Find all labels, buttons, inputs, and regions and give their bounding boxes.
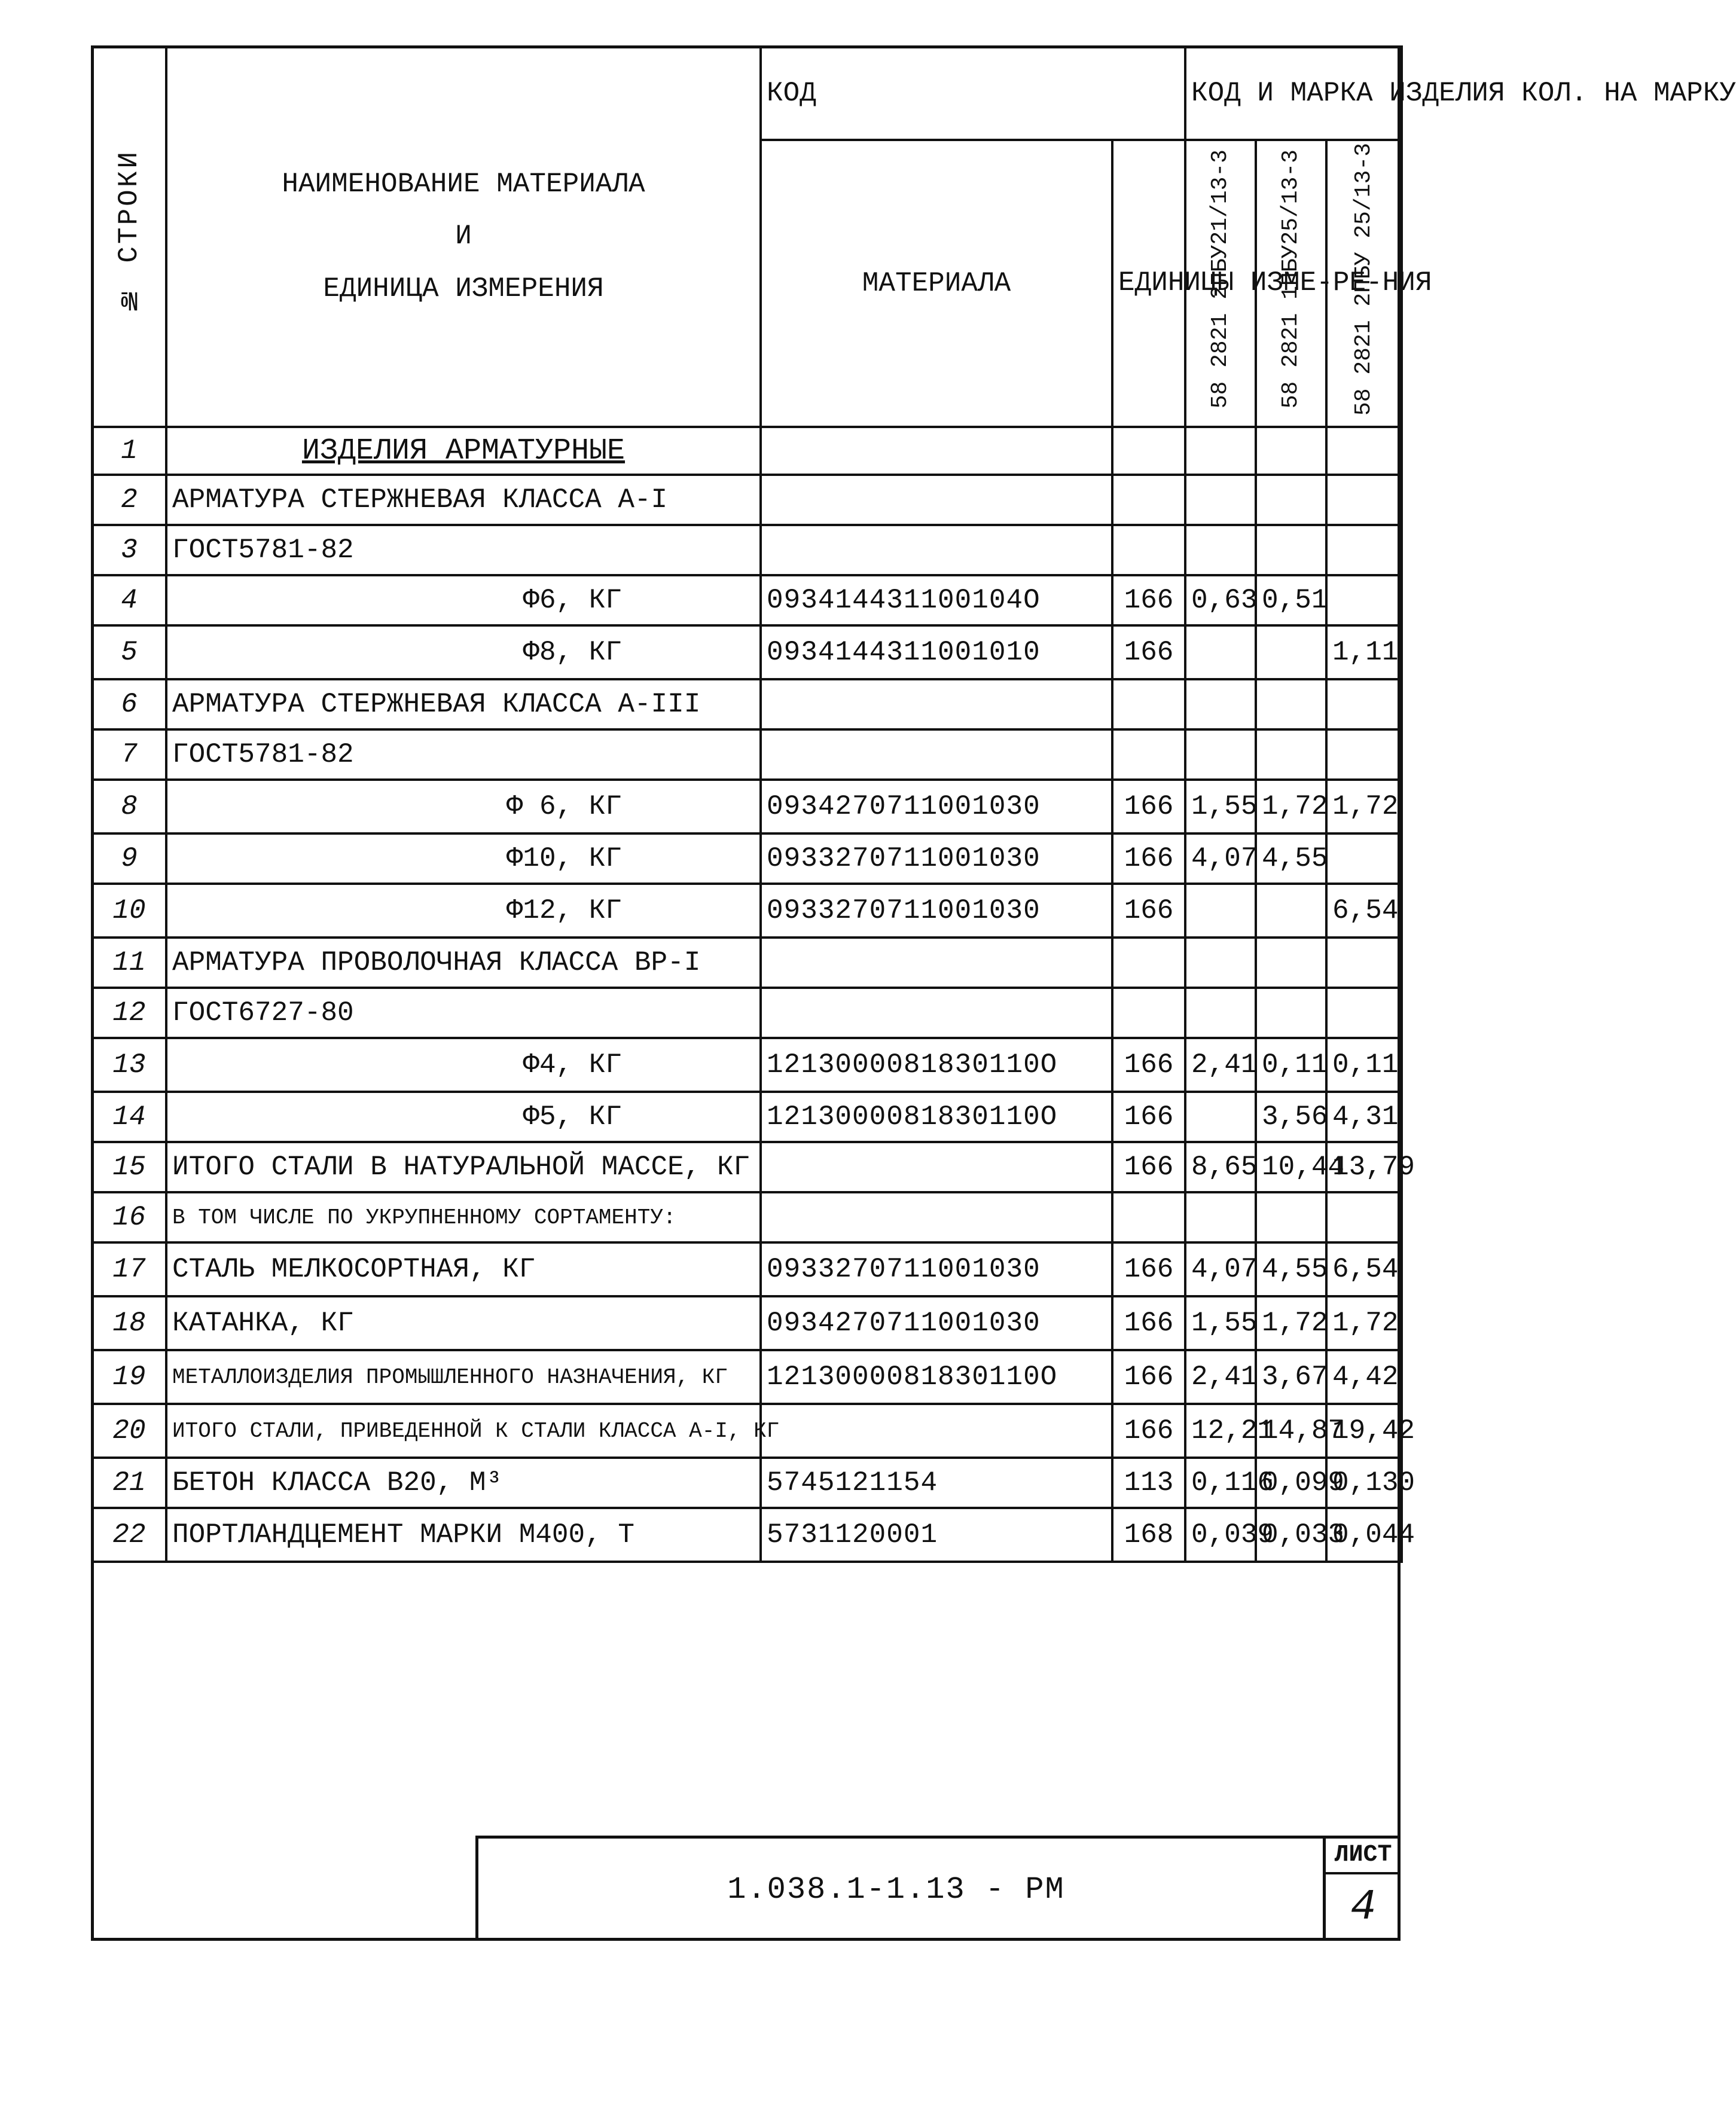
qty-col2 bbox=[1256, 427, 1326, 475]
material-name: ГОСТ5781-82 bbox=[166, 729, 761, 780]
qty-col1 bbox=[1185, 938, 1256, 988]
table-row bbox=[92, 1242, 1402, 1296]
qty-col2 bbox=[1256, 525, 1326, 575]
qty-col2: 14,87 bbox=[1256, 1404, 1326, 1458]
qty-col1: 0,039 bbox=[1185, 1508, 1256, 1562]
qty-col3: 4,31 bbox=[1326, 1092, 1402, 1142]
qty-col1 bbox=[1185, 988, 1256, 1038]
qty-col2: 1,72 bbox=[1256, 780, 1326, 833]
qty-col2: 3,67 bbox=[1256, 1350, 1326, 1404]
product-col3-header: 58 2821 2ПБУ 25/13-3 bbox=[1326, 140, 1402, 427]
material-code: 093414431100104О bbox=[761, 575, 1112, 625]
code-header: КОД bbox=[761, 47, 1185, 140]
row-number: 12 bbox=[92, 988, 166, 1038]
material-name: В ТОМ ЧИСЛЕ ПО УКРУПНЕННОМУ СОРТАМЕНТУ: bbox=[166, 1192, 761, 1242]
row-number: 16 bbox=[92, 1192, 166, 1242]
table-row bbox=[92, 1092, 1402, 1142]
unit-code: 166 bbox=[1112, 1350, 1185, 1404]
material-name: Ф12, КГ bbox=[166, 884, 761, 938]
material-name: СТАЛЬ МЕЛКОСОРТНАЯ, КГ bbox=[166, 1242, 761, 1296]
sheet-box bbox=[1323, 1839, 1401, 1941]
qty-col2: 10,44 bbox=[1256, 1142, 1326, 1192]
unit-code bbox=[1112, 1192, 1185, 1242]
table-row bbox=[92, 1458, 1402, 1508]
row-number: 13 bbox=[92, 1038, 166, 1092]
material-code: 0933270711001030 bbox=[761, 833, 1112, 884]
title-block bbox=[475, 1836, 1401, 1941]
qty-col2 bbox=[1256, 475, 1326, 525]
qty-col1: 8,65 bbox=[1185, 1142, 1256, 1192]
row-number: 14 bbox=[92, 1092, 166, 1142]
table-row bbox=[92, 1142, 1402, 1192]
qty-col1: 0,63 bbox=[1185, 575, 1256, 625]
qty-col3: 1,11 bbox=[1326, 625, 1402, 679]
qty-col2 bbox=[1256, 679, 1326, 729]
product-col1-header: 58 2821 2ПБУ21/13-3 bbox=[1185, 140, 1256, 427]
unit-code: 166 bbox=[1112, 833, 1185, 884]
table-row bbox=[92, 525, 1402, 575]
unit-code bbox=[1112, 525, 1185, 575]
qty-col1 bbox=[1185, 1192, 1256, 1242]
material-code: 0934270711001030 bbox=[761, 1296, 1112, 1350]
material-name: Ф5, КГ bbox=[166, 1092, 761, 1142]
material-code-header: МАТЕРИАЛА bbox=[761, 140, 1112, 427]
table-row bbox=[92, 780, 1402, 833]
material-name: ПОРТЛАНДЦЕМЕНТ МАРКИ М400, Т bbox=[166, 1508, 761, 1562]
material-code: 0933270711001030 bbox=[761, 1242, 1112, 1296]
qty-col2 bbox=[1256, 1192, 1326, 1242]
table-row bbox=[92, 938, 1402, 988]
product-code-header: КОД И МАРКА ИЗДЕЛИЯ КОЛ. НА МАРКУ bbox=[1185, 47, 1402, 140]
table-row bbox=[92, 1192, 1402, 1242]
material-name: БЕТОН КЛАССА В20, М³ bbox=[166, 1458, 761, 1508]
qty-col3 bbox=[1326, 729, 1402, 780]
unit-code: 166 bbox=[1112, 1404, 1185, 1458]
row-number: 4 bbox=[92, 575, 166, 625]
material-code bbox=[761, 988, 1112, 1038]
qty-col2: 0,51 bbox=[1256, 575, 1326, 625]
qty-col3: 19,42 bbox=[1326, 1404, 1402, 1458]
material-name-header-line1: НАИМЕНОВАНИЕ МАТЕРИАЛА bbox=[282, 168, 645, 200]
table-row bbox=[92, 1038, 1402, 1092]
qty-col1: 2,41 bbox=[1185, 1350, 1256, 1404]
qty-col1: 0,116 bbox=[1185, 1458, 1256, 1508]
table-row bbox=[92, 1296, 1402, 1350]
material-name: АРМАТУРА СТЕРЖНЕВАЯ КЛАССА А-I bbox=[166, 475, 761, 525]
row-number: 2 bbox=[92, 475, 166, 525]
qty-col3 bbox=[1326, 679, 1402, 729]
qty-col3 bbox=[1326, 475, 1402, 525]
material-name-header-line2: И bbox=[455, 221, 472, 252]
row-number-header: № СТРОКИ bbox=[92, 47, 166, 427]
unit-code bbox=[1112, 938, 1185, 988]
row-number: 5 bbox=[92, 625, 166, 679]
qty-col2: 1,72 bbox=[1256, 1296, 1326, 1350]
qty-col3: 0,130 bbox=[1326, 1458, 1402, 1508]
material-name: АРМАТУРА ПРОВОЛОЧНАЯ КЛАССА ВР-I bbox=[166, 938, 761, 988]
qty-col2 bbox=[1256, 988, 1326, 1038]
row-number: 22 bbox=[92, 1508, 166, 1562]
qty-col1 bbox=[1185, 729, 1256, 780]
material-name: ГОСТ5781-82 bbox=[166, 525, 761, 575]
unit-code bbox=[1112, 988, 1185, 1038]
unit-code: 166 bbox=[1112, 1142, 1185, 1192]
row-number: 20 bbox=[92, 1404, 166, 1458]
qty-col3 bbox=[1326, 427, 1402, 475]
row-number: 10 bbox=[92, 884, 166, 938]
material-name: Ф8, КГ bbox=[166, 625, 761, 679]
unit-code: 113 bbox=[1112, 1458, 1185, 1508]
table-row bbox=[92, 625, 1402, 679]
material-code: 0933270711001030 bbox=[761, 884, 1112, 938]
qty-col3 bbox=[1326, 1192, 1402, 1242]
table-row bbox=[92, 475, 1402, 525]
qty-col3: 6,54 bbox=[1326, 1242, 1402, 1296]
table-row bbox=[92, 884, 1402, 938]
qty-col1: 12,21 bbox=[1185, 1404, 1256, 1458]
row-number: 1 bbox=[92, 427, 166, 475]
unit-code: 168 bbox=[1112, 1508, 1185, 1562]
row-number: 11 bbox=[92, 938, 166, 988]
qty-col1 bbox=[1185, 679, 1256, 729]
material-code: 1213000081830110О bbox=[761, 1350, 1112, 1404]
row-number: 17 bbox=[92, 1242, 166, 1296]
material-code: 1213000081830110О bbox=[761, 1038, 1112, 1092]
unit-code bbox=[1112, 679, 1185, 729]
unit-code bbox=[1112, 427, 1185, 475]
material-name: Ф4, КГ bbox=[166, 1038, 761, 1092]
qty-col3 bbox=[1326, 833, 1402, 884]
qty-col2: 4,55 bbox=[1256, 1242, 1326, 1296]
unit-code: 166 bbox=[1112, 1296, 1185, 1350]
qty-col3 bbox=[1326, 575, 1402, 625]
material-code: 5745121154 bbox=[761, 1458, 1112, 1508]
unit-code: 166 bbox=[1112, 625, 1185, 679]
material-code: 5731120001 bbox=[761, 1508, 1112, 1562]
material-code: 0934270711001030 bbox=[761, 780, 1112, 833]
material-name: Ф 6, КГ bbox=[166, 780, 761, 833]
material-name-header bbox=[166, 47, 761, 427]
table-row bbox=[92, 1404, 1402, 1458]
qty-col3: 6,54 bbox=[1326, 884, 1402, 938]
row-number: 21 bbox=[92, 1458, 166, 1508]
sheet-number: 4 bbox=[1350, 1883, 1377, 1932]
material-code bbox=[761, 475, 1112, 525]
table-row bbox=[92, 1508, 1402, 1562]
material-name: ИЗДЕЛИЯ АРМАТУРНЫЕ bbox=[166, 427, 761, 475]
material-name: ИТОГО СТАЛИ, ПРИВЕДЕННОЙ К СТАЛИ КЛАССА А-I, КГ bbox=[166, 1404, 761, 1458]
material-name: КАТАНКА, КГ bbox=[166, 1296, 761, 1350]
qty-col3: 13,79 bbox=[1326, 1142, 1402, 1192]
unit-code-header: ЕДИНИЦЫ ИЗМЕ-РЕ-НИЯ bbox=[1112, 140, 1185, 427]
material-name-header-line3: ЕДИНИЦА ИЗМЕРЕНИЯ bbox=[323, 273, 604, 304]
material-code bbox=[761, 679, 1112, 729]
qty-col1: 1,55 bbox=[1185, 780, 1256, 833]
qty-col1: 1,55 bbox=[1185, 1296, 1256, 1350]
qty-col2: 0,11 bbox=[1256, 1038, 1326, 1092]
material-name: АРМАТУРА СТЕРЖНЕВАЯ КЛАССА А-III bbox=[166, 679, 761, 729]
material-name: ГОСТ6727-80 bbox=[166, 988, 761, 1038]
unit-code bbox=[1112, 729, 1185, 780]
row-number: 8 bbox=[92, 780, 166, 833]
qty-col1 bbox=[1185, 1092, 1256, 1142]
product-col2-header: 58 2821 1ПБУ25/13-3 bbox=[1256, 140, 1326, 427]
unit-code bbox=[1112, 475, 1185, 525]
qty-col1 bbox=[1185, 525, 1256, 575]
material-code bbox=[761, 427, 1112, 475]
row-number: 6 bbox=[92, 679, 166, 729]
table-row bbox=[92, 1350, 1402, 1404]
qty-col1 bbox=[1185, 427, 1256, 475]
qty-col1: 2,41 bbox=[1185, 1038, 1256, 1092]
qty-col2: 0,099 bbox=[1256, 1458, 1326, 1508]
material-code: 1213000081830110О bbox=[761, 1092, 1112, 1142]
document-code: 1.038.1-1.13 - РМ bbox=[727, 1872, 1065, 1907]
table-row bbox=[92, 988, 1402, 1038]
qty-col3: 0,11 bbox=[1326, 1038, 1402, 1092]
qty-col1 bbox=[1185, 475, 1256, 525]
qty-col2 bbox=[1256, 938, 1326, 988]
material-code bbox=[761, 729, 1112, 780]
qty-col1 bbox=[1185, 625, 1256, 679]
material-code bbox=[761, 938, 1112, 988]
row-number: 7 bbox=[92, 729, 166, 780]
unit-code: 166 bbox=[1112, 780, 1185, 833]
row-number: 9 bbox=[92, 833, 166, 884]
qty-col1: 4,07 bbox=[1185, 833, 1256, 884]
qty-col2: 0,033 bbox=[1256, 1508, 1326, 1562]
material-name: Ф6, КГ bbox=[166, 575, 761, 625]
qty-col3 bbox=[1326, 988, 1402, 1038]
material-name: Ф10, КГ bbox=[166, 833, 761, 884]
material-code bbox=[761, 1404, 1112, 1458]
sheet-label: ЛИСТ bbox=[1326, 1839, 1401, 1874]
material-code bbox=[761, 1192, 1112, 1242]
table-row bbox=[92, 729, 1402, 780]
qty-col3 bbox=[1326, 525, 1402, 575]
row-number: 18 bbox=[92, 1296, 166, 1350]
unit-code: 166 bbox=[1112, 575, 1185, 625]
material-spec-table bbox=[91, 45, 1736, 1563]
material-name: МЕТАЛЛОИЗДЕЛИЯ ПРОМЫШЛЕННОГО НАЗНАЧЕНИЯ, КГ bbox=[166, 1350, 761, 1404]
qty-col2 bbox=[1256, 729, 1326, 780]
qty-col3: 1,72 bbox=[1326, 780, 1402, 833]
qty-col3: 1,72 bbox=[1326, 1296, 1402, 1350]
material-code bbox=[761, 1142, 1112, 1192]
unit-code: 166 bbox=[1112, 1242, 1185, 1296]
unit-code: 166 bbox=[1112, 1038, 1185, 1092]
table-row bbox=[92, 575, 1402, 625]
unit-code: 166 bbox=[1112, 884, 1185, 938]
table-row bbox=[92, 833, 1402, 884]
row-number: 3 bbox=[92, 525, 166, 575]
unit-code: 166 bbox=[1112, 1092, 1185, 1142]
qty-col1 bbox=[1185, 884, 1256, 938]
qty-col2 bbox=[1256, 884, 1326, 938]
material-code: 0934144311001010 bbox=[761, 625, 1112, 679]
qty-col2: 4,55 bbox=[1256, 833, 1326, 884]
row-number: 15 bbox=[92, 1142, 166, 1192]
row-number: 19 bbox=[92, 1350, 166, 1404]
table-row bbox=[92, 679, 1402, 729]
material-name: ИТОГО СТАЛИ В НАТУРАЛЬНОЙ МАССЕ, КГ bbox=[166, 1142, 761, 1192]
qty-col3: 0,044 bbox=[1326, 1508, 1402, 1562]
material-code bbox=[761, 525, 1112, 575]
qty-col3: 4,42 bbox=[1326, 1350, 1402, 1404]
table-row bbox=[92, 427, 1402, 475]
qty-col1: 4,07 bbox=[1185, 1242, 1256, 1296]
qty-col2 bbox=[1256, 625, 1326, 679]
qty-col2: 3,56 bbox=[1256, 1092, 1326, 1142]
qty-col3 bbox=[1326, 938, 1402, 988]
